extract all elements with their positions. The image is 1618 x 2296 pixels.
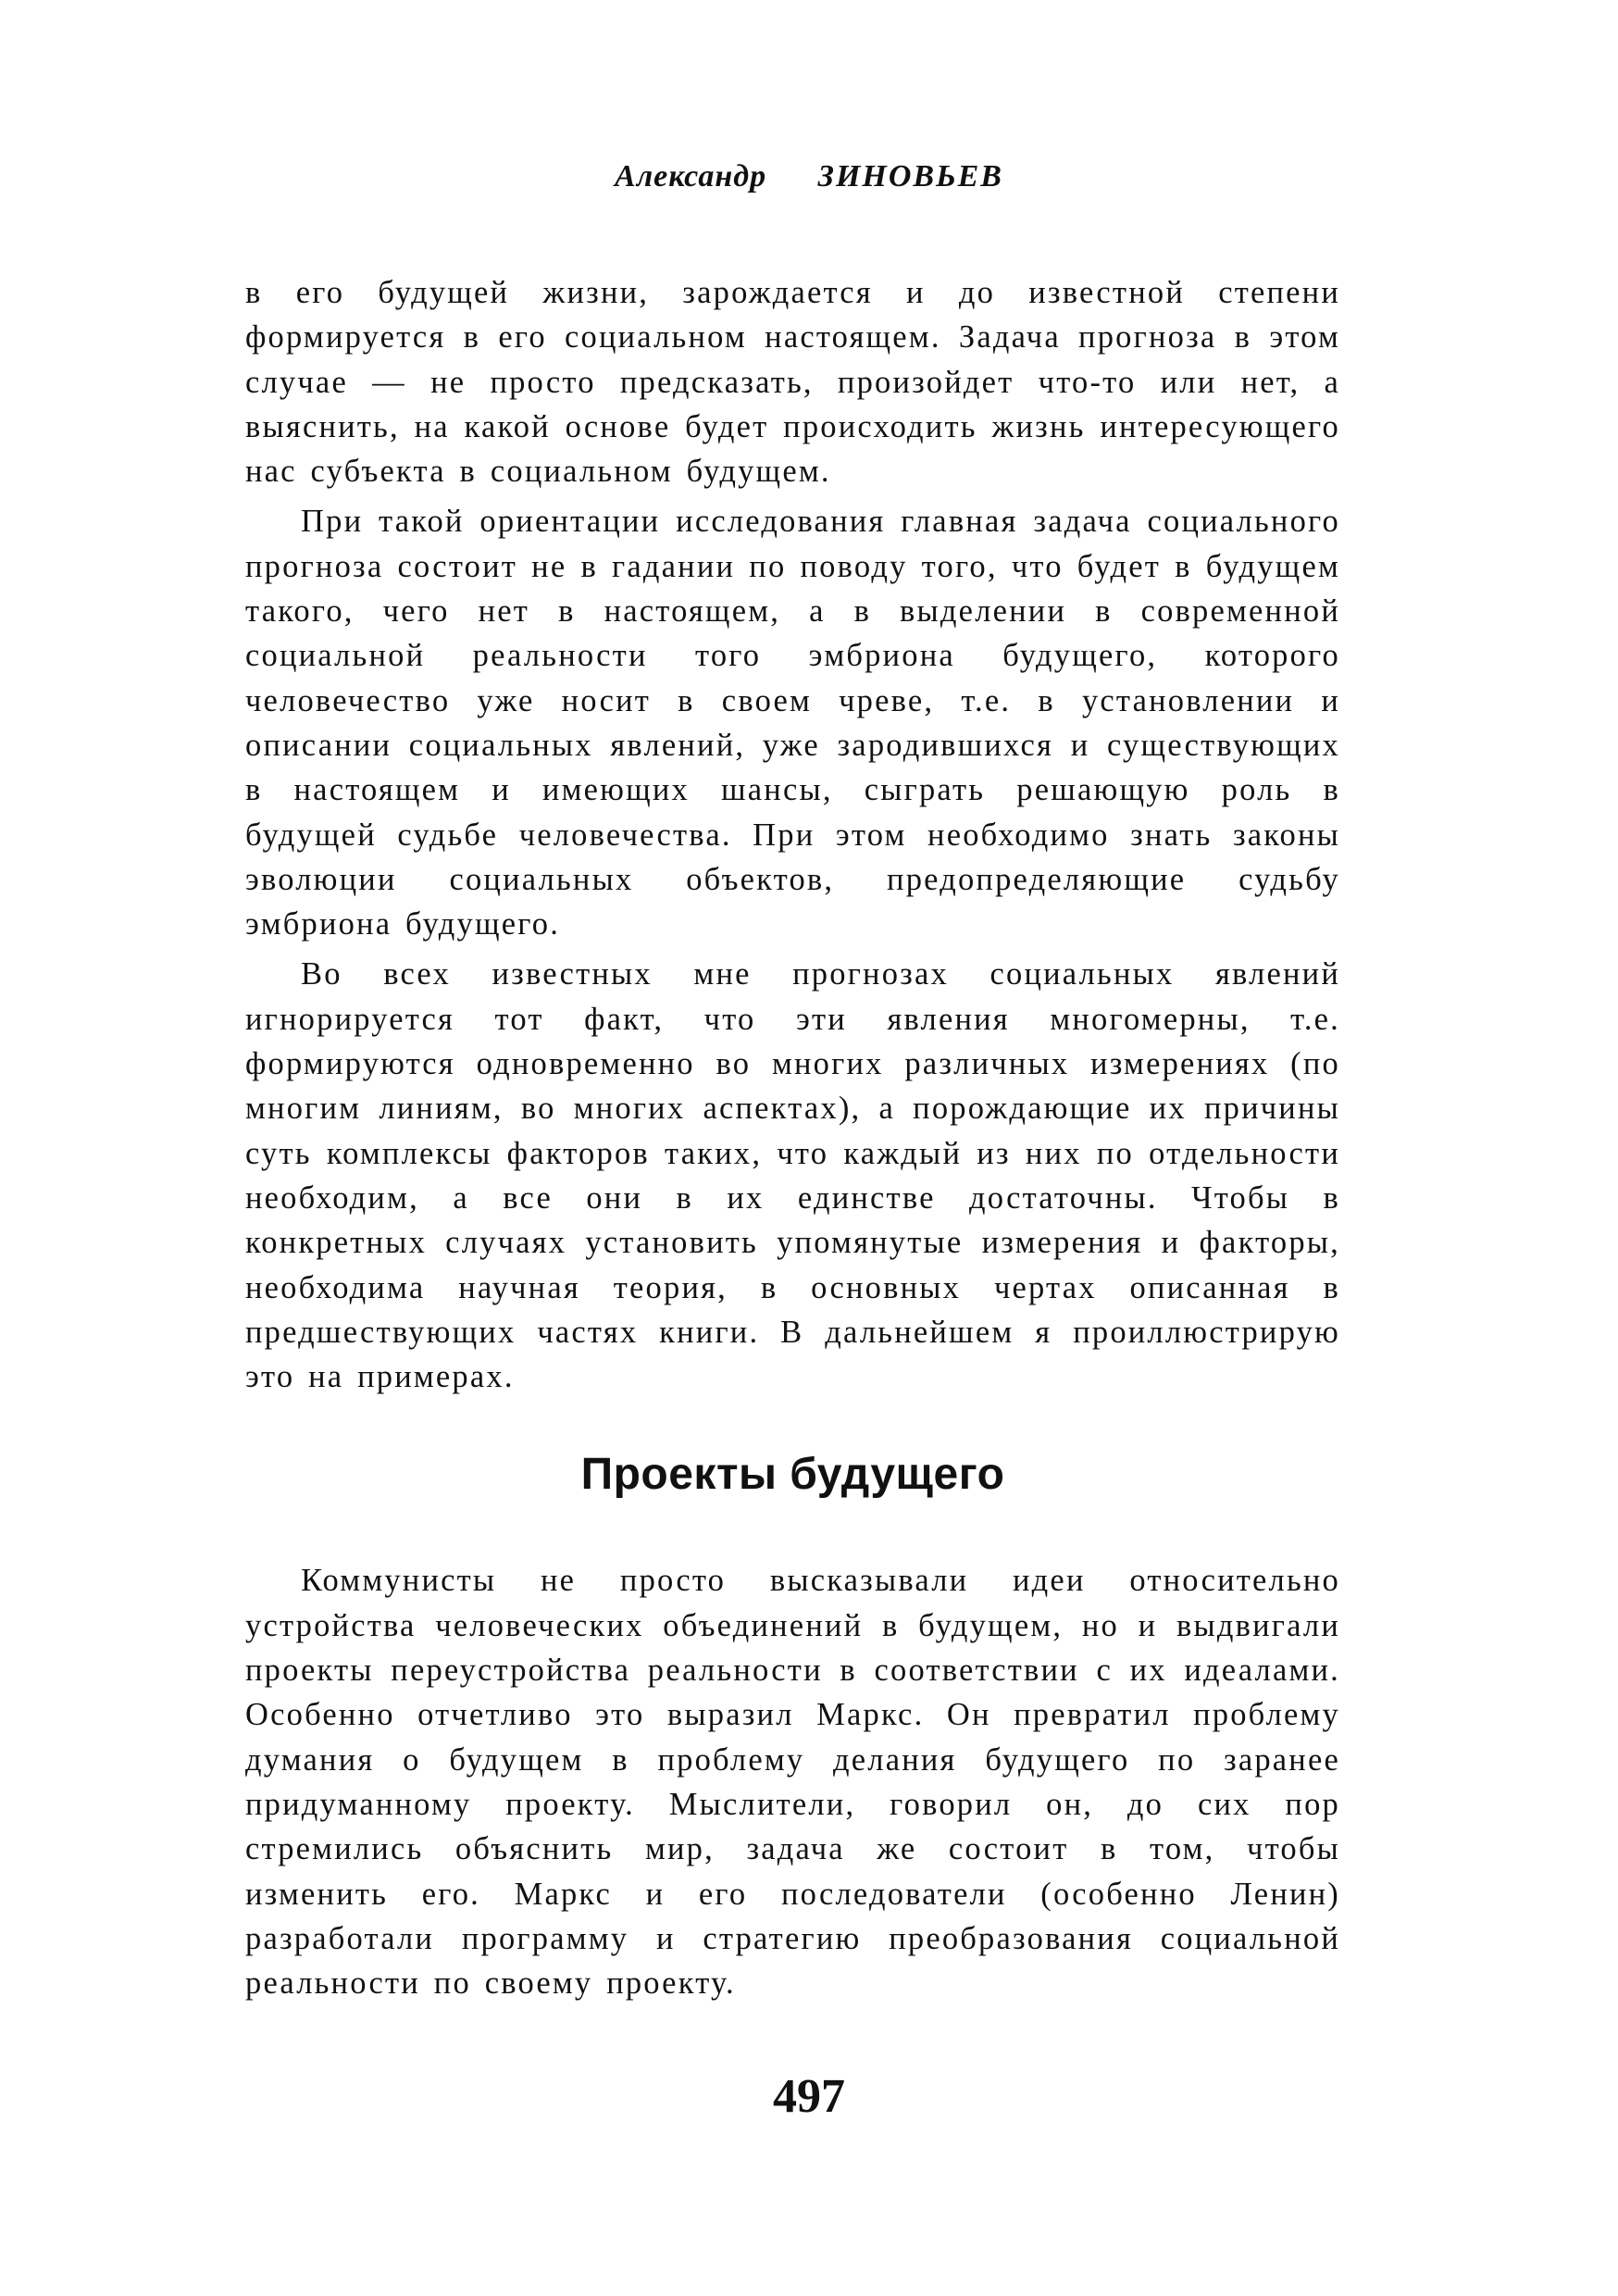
page-number: 497 [773, 2070, 845, 2123]
paragraph-communist-projects: Коммунисты не просто высказывали идеи относительно устройства человеческих объединений в будущем, но и выдвигали проекты переустройства реальности в соответствии с их идеалами. Особенно отчетливо это выразил Маркс. Он превратил проблему думания о будущем в проблему делания будущего по заранее придуманному проекту. Мыслители, говорил он, до сих пор стремились объяснить мир, задача же состоит в том, чтобы изменить его. Маркс и его последователи (особенно Ленин) разработали программу и стратегию преобразования социальной реальности по своему проекту. [245, 1563, 1340, 2002]
paragraph-forecast-orientation: При такой ориентации исследования главная задача социального прогноза состоит не в гадании по поводу того, что будет в будущем такого, чего нет в настоящем, а в выделении в современной социальной реальности того эмбриона будущего, которого человечество уже носит в своем чреве, т.е. в установлении и описании социальных явлений, уже зародившихся и существующих в настоящем и имеющих шансы, сыграть решающую роль в будущей судьбе человечества. При этом необходимо знать законы эволюции социальных объектов, предопределяющие судьбу эмбриона будущего. [245, 504, 1340, 942]
running-head-author-first-name: Александр [615, 159, 767, 193]
page-body [245, 270, 1340, 2005]
running-head-author-surname: ЗИНОВЬЕВ [817, 159, 1003, 193]
section-title: Проекты будущего [580, 1450, 1005, 1500]
paragraph-continuation: в его будущей жизни, зарождается и до известной степени формируется в его социальном настоящем. Задача прогноза в этом случае — не просто предсказать, произойдет что-то или нет, а выяснить, на какой основе будет происходить жизнь интересующего нас субъекта в социальном будущем. [245, 275, 1340, 490]
running-head [0, 159, 1618, 194]
paragraph-multidimensional-phenomena: Во всех известных мне прогнозах социальных явлений игнорируется тот факт, что эти явления многомерны, т.е. формируются одновременно во многих различных измерениях (по многим линиям, во многих аспектах), а порождающие их причины суть комплексы факторов таких, что каждый из них по отдельности необходим, а все они в их единстве достаточны. Чтобы в конкретных случаях установить упомянутые измерения и факторы, необходима научная теория, в основных чертах описанная в предшествующих частях книги. В дальнейшем я проиллюстрирую это на примерах. [245, 956, 1340, 1395]
